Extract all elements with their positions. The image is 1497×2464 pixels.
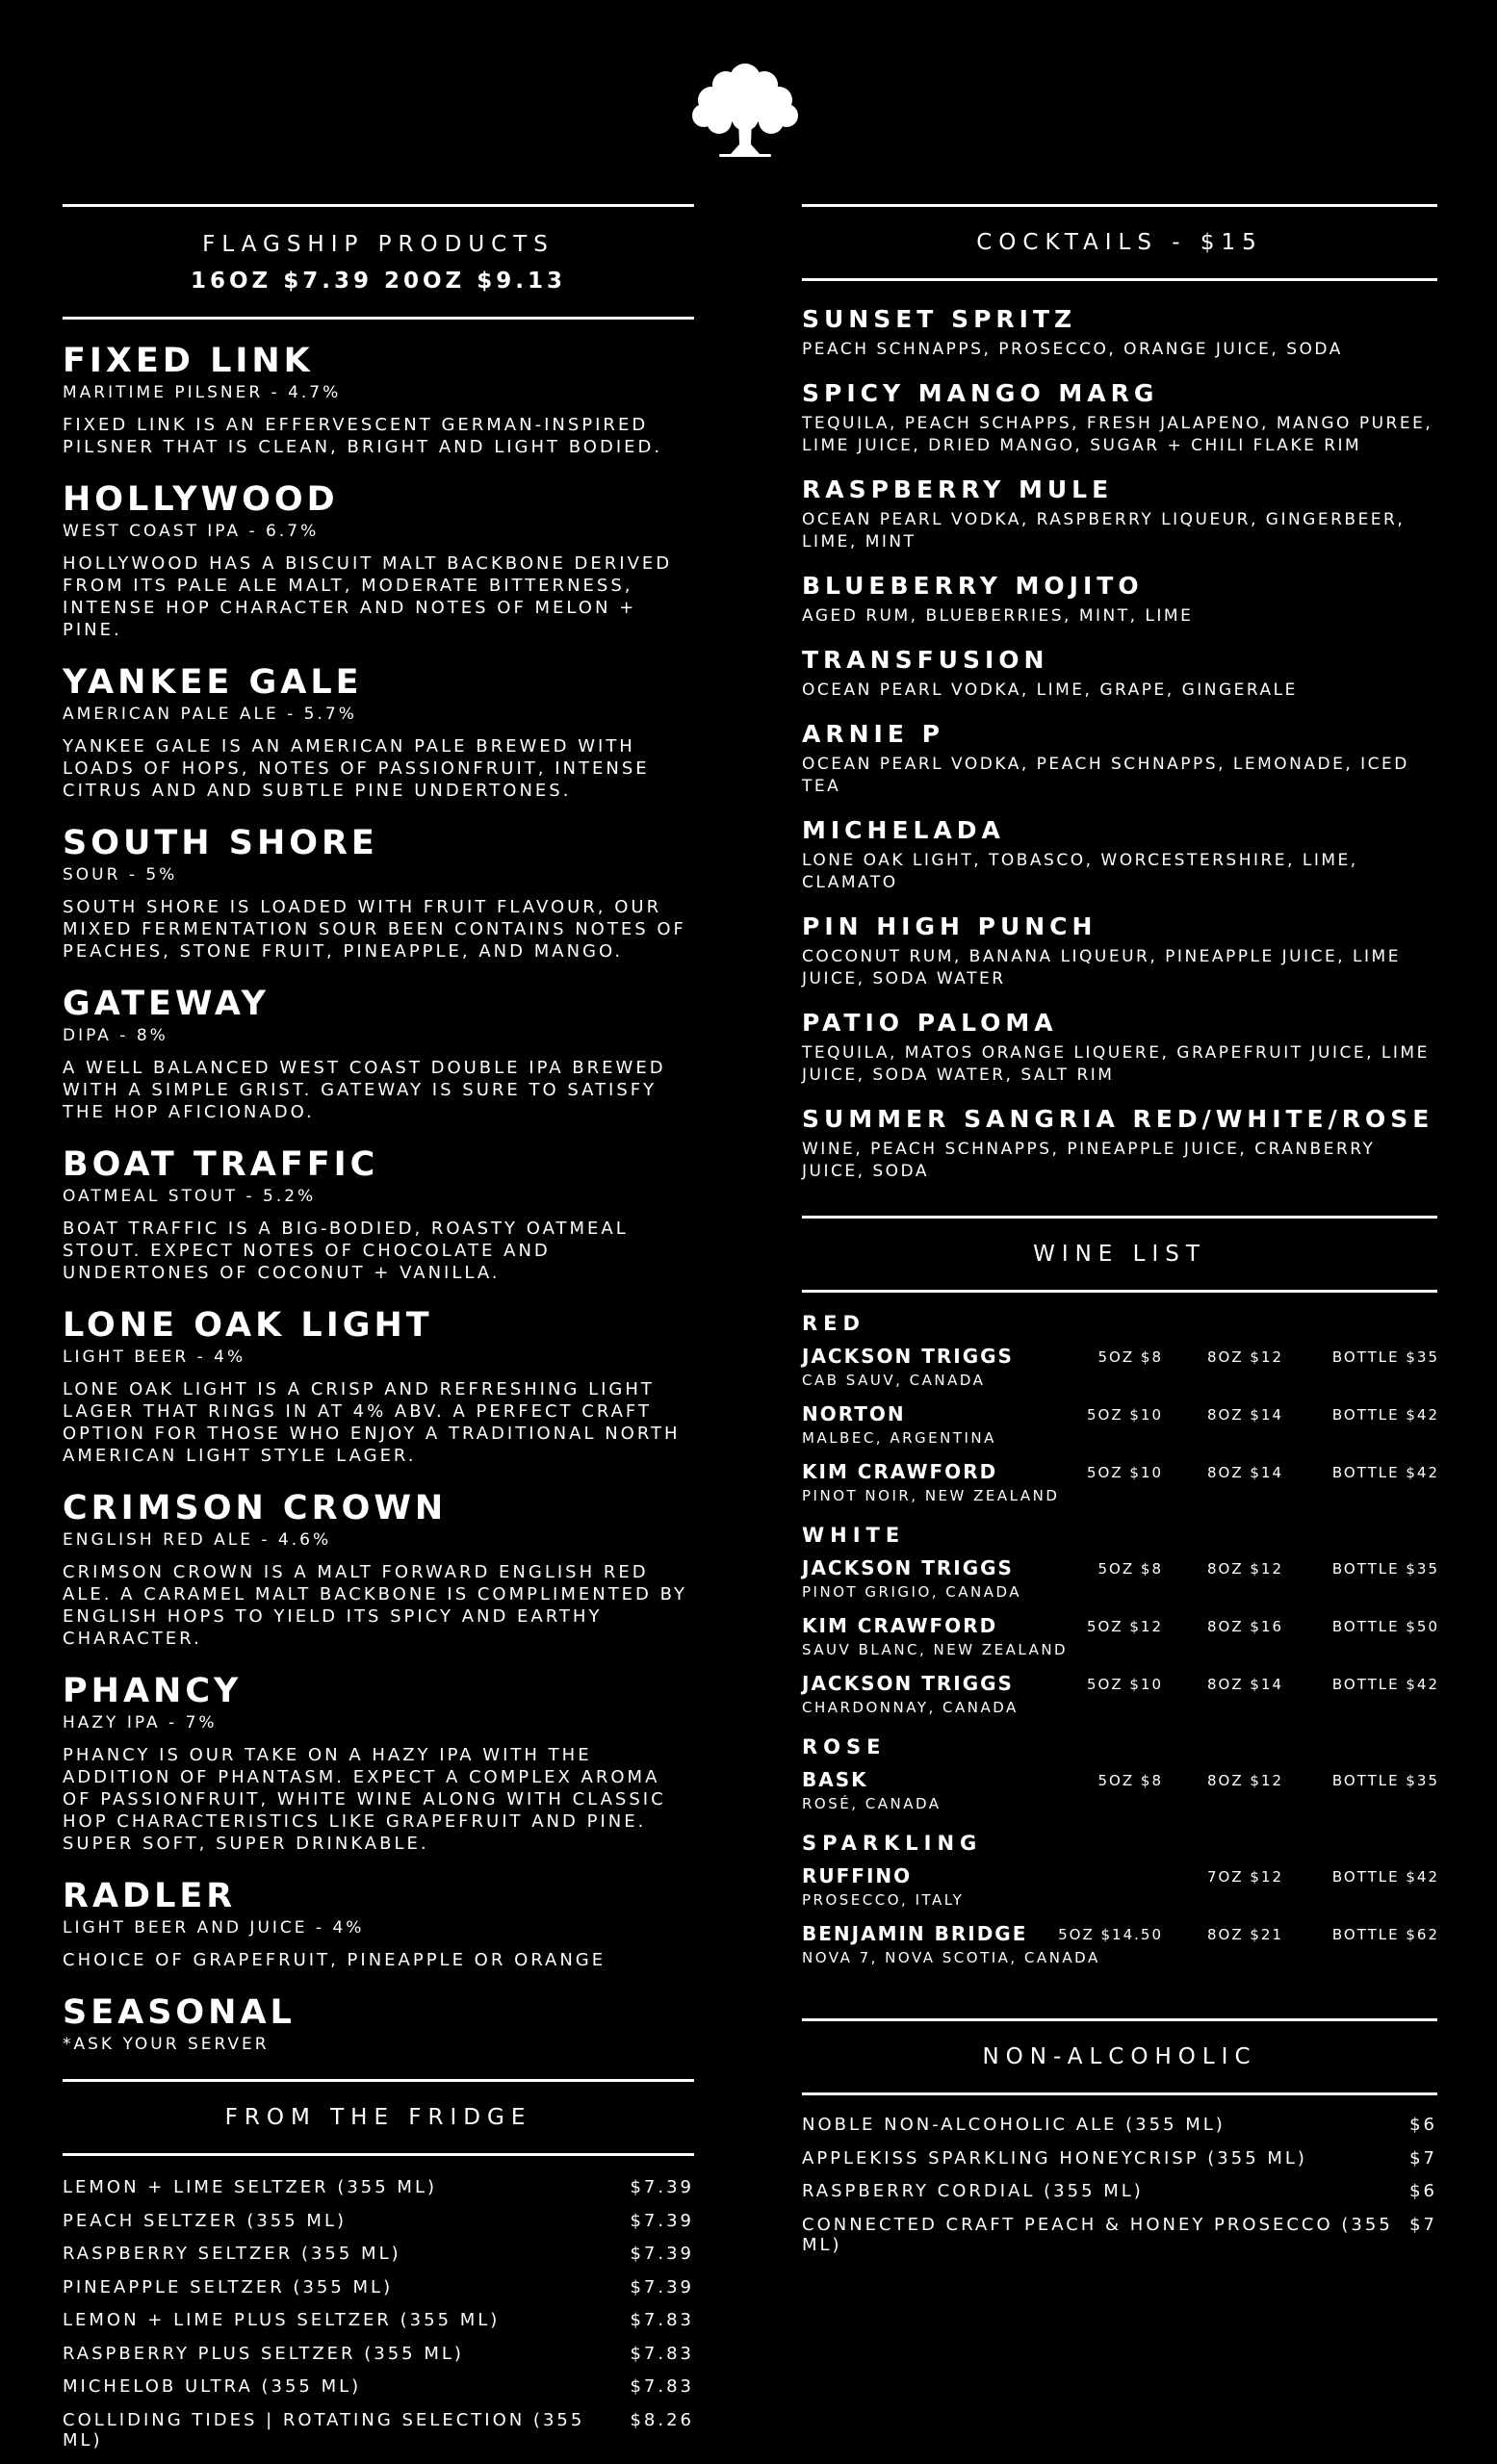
non-alcoholic-item: [802, 2115, 1437, 2148]
cocktail-name: SPICY MANGO MARG: [802, 379, 1159, 407]
item-name: PEACH SELTZER (355 ML): [63, 2210, 348, 2231]
wine-row: [802, 1614, 1437, 1672]
wine-price-glass: 8OZ $12: [1206, 1560, 1283, 1578]
beer-item: [63, 1673, 694, 1855]
beer-description: CRIMSON CROWN IS A MALT FORWARD ENGLISH RED ALE. A CARAMEL MALT BACKBONE IS COMPLIMENTED BY ENGLISH HOPS TO YIELD ITS SPICY AND EARTHY CHARACTER.: [63, 1562, 687, 1649]
beer-description: BOAT TRAFFIC IS A BIG-BODIED, ROASTY OATMEAL STOUT. EXPECT NOTES OF CHOCOLATE AND UNDERTONES OF COCONUT + VANILLA.: [63, 1219, 629, 1283]
divider: [63, 2153, 694, 2156]
left-column: [63, 204, 694, 2451]
wine-price-glass: 8OZ $12: [1206, 1348, 1283, 1366]
divider: [802, 2092, 1437, 2095]
cocktail-name: PATIO PALOMA: [802, 1009, 1058, 1037]
beer-description: LONE OAK LIGHT IS A CRISP AND REFRESHING LIGHT LAGER THAT RINGS IN AT 4% ABV. A PERFECT CRAFT OPTION FOR THOSE WHO ENJOY A TRADITIONAL NORTH AMERICAN LIGHT STYLE LAGER.: [63, 1379, 681, 1466]
cocktail-item: [802, 647, 1437, 702]
beer-description: A WELL BALANCED WEST COAST DOUBLE IPA BREWED WITH A SIMPLE GRIST. GATEWAY IS SURE TO SATISFY THE HOP AFICIONADO.: [63, 1058, 666, 1122]
beer-item: [63, 1146, 694, 1284]
cocktail-ingredients: OCEAN PEARL VODKA, PEACH SCHNAPPS, LEMONADE, ICED TEA: [802, 755, 1409, 796]
wine-category: WHITE: [802, 1524, 906, 1547]
cocktail-item: [802, 913, 1437, 990]
fridge-item: [63, 2244, 694, 2277]
wine-price-glass: 8OZ $16: [1206, 1618, 1283, 1635]
wine-price-bottle: BOTTLE $42: [1331, 1406, 1439, 1424]
beer-item: [63, 481, 694, 641]
beer-description: FIXED LINK IS AN EFFERVESCENT GERMAN-INSPIRED PILSNER THAT IS CLEAN, BRIGHT AND LIGHT BODIED.: [63, 415, 663, 457]
wine-name: JACKSON TRIGGS: [802, 1672, 1014, 1695]
item-name: PINEAPPLE SELTZER (355 ML): [63, 2276, 394, 2297]
wine-name: BENJAMIN BRIDGE: [802, 1922, 1028, 1945]
beer-style: OATMEAL STOUT - 5.2%: [63, 1187, 317, 1206]
fridge-item: [63, 2177, 694, 2211]
beer-item: [63, 825, 694, 962]
cocktail-item: [802, 721, 1437, 798]
wine-price-glass: 8OZ $14: [1206, 1406, 1283, 1424]
beer-style: *ASK YOUR SERVER: [63, 2035, 270, 2054]
cocktail-item: [802, 817, 1437, 894]
wine-row: [802, 1768, 1437, 1826]
fridge-item: [63, 2277, 694, 2311]
wine-name: RUFFINO: [802, 1864, 913, 1887]
beer-name: CRIMSON CROWN: [63, 1489, 448, 1527]
flagship-title: FLAGSHIP PRODUCTS: [202, 232, 555, 257]
beer-item: [63, 343, 694, 458]
cocktail-ingredients: PEACH SCHNAPPS, PROSECCO, ORANGE JUICE, SODA: [802, 340, 1343, 359]
cocktail-item: [802, 573, 1437, 628]
item-name: CONNECTED CRAFT PEACH & HONEY PROSECCO (355 ML): [802, 2214, 1393, 2255]
item-price: $7.83: [630, 2376, 694, 2397]
divider: [802, 1216, 1437, 1219]
non-alcoholic-item: [802, 2148, 1437, 2182]
wine-row: [802, 1556, 1437, 1614]
beer-name: BOAT TRAFFIC: [63, 1145, 379, 1184]
beer-style: SOUR - 5%: [63, 865, 178, 885]
beer-name: RADLER: [63, 1877, 237, 1915]
beer-description: HOLLYWOOD HAS A BISCUIT MALT BACKBONE DERIVED FROM ITS PALE ALE MALT, MODERATE BITTERNESS, INTENSE HOP CHARACTER AND NOTES OF MELON + PINE.: [63, 553, 673, 640]
fridge-item: [63, 2409, 694, 2451]
item-price: $6: [1409, 2181, 1437, 2201]
beer-item: [63, 1307, 694, 1467]
wine-category: RED: [802, 1312, 865, 1335]
fridge-item: [63, 2344, 694, 2377]
wine-price-5oz: 5OZ $14.50: [1058, 1926, 1163, 1943]
beer-item: [63, 986, 694, 1123]
beer-name: FIXED LINK: [63, 342, 314, 380]
item-price: $8.26: [630, 2409, 694, 2430]
wine-origin: MALBEC, ARGENTINA: [802, 1429, 996, 1447]
beer-style: WEST COAST IPA - 6.7%: [63, 522, 320, 541]
wine-price-bottle: BOTTLE $62: [1331, 1926, 1439, 1943]
item-price: $7: [1409, 2214, 1437, 2235]
non-alcoholic-item: [802, 2214, 1437, 2255]
wine-price-glass: 8OZ $12: [1206, 1772, 1283, 1789]
item-price: $7.39: [630, 2276, 694, 2297]
cocktail-ingredients: WINE, PEACH SCHNAPPS, PINEAPPLE JUICE, CRANBERRY JUICE, SODA: [802, 1140, 1376, 1181]
beer-name: GATEWAY: [63, 985, 270, 1023]
beer-style: ENGLISH RED ALE - 4.6%: [63, 1530, 332, 1550]
cocktail-ingredients: COCONUT RUM, BANANA LIQUEUR, PINEAPPLE JUICE, LIME JUICE, SODA WATER: [802, 947, 1401, 988]
wine-row: [802, 1864, 1437, 1922]
wine-title: WINE LIST: [1033, 1242, 1206, 1267]
wine-price-5oz: 5OZ $12: [1086, 1618, 1163, 1635]
item-name: RASPBERRY CORDIAL (355 ML): [802, 2181, 1144, 2201]
fridge-title: FROM THE FRIDGE: [224, 2105, 532, 2130]
wine-price-5oz: 5OZ $10: [1086, 1406, 1163, 1424]
beer-name: HOLLYWOOD: [63, 480, 339, 519]
beer-style: LIGHT BEER AND JUICE - 4%: [63, 1918, 365, 1938]
cocktail-item: [802, 1106, 1437, 1183]
cocktail-ingredients: TEQUILA, PEACH SCHAPPS, FRESH JALAPENO, MANGO PUREE, LIME JUICE, DRIED MANGO, SUGAR + CHILI FLAKE RIM: [802, 414, 1433, 455]
divider: [63, 204, 694, 207]
item-name: COLLIDING TIDES | ROTATING SELECTION (355 ML): [63, 2409, 585, 2451]
cocktail-ingredients: AGED RUM, BLUEBERRIES, MINT, LIME: [802, 606, 1194, 626]
cocktail-item: [802, 306, 1437, 361]
flagship-prices: 16OZ $7.39 20OZ $9.13: [191, 269, 566, 294]
right-column: [802, 204, 1439, 2255]
beer-name: SOUTH SHORE: [63, 824, 378, 862]
cocktails-title: COCKTAILS - $15: [976, 230, 1263, 255]
item-name: RASPBERRY SELTZER (355 ML): [63, 2244, 401, 2264]
wine-price-glass: 7OZ $12: [1206, 1868, 1283, 1886]
divider: [802, 1290, 1437, 1293]
wine-category: SPARKLING: [802, 1832, 983, 1855]
wine-origin: SAUV BLANC, NEW ZEALAND: [802, 1641, 1069, 1658]
item-price: $7.39: [630, 2210, 694, 2231]
wine-name: KIM CRAWFORD: [802, 1614, 998, 1637]
wine-name: BASK: [802, 1768, 868, 1791]
non-alcoholic-list: [802, 2115, 1437, 2255]
cocktail-name: ARNIE P: [802, 720, 944, 748]
beer-name: SEASONAL: [63, 1993, 296, 2032]
cocktail-ingredients: LONE OAK LIGHT, TOBASCO, WORCESTERSHIRE, LIME, CLAMATO: [802, 851, 1358, 892]
item-name: LEMON + LIME SELTZER (355 ML): [63, 2177, 438, 2197]
cocktail-item: [802, 380, 1437, 457]
item-price: $7.39: [630, 2177, 694, 2197]
wine-price-glass: 8OZ $21: [1206, 1926, 1283, 1943]
wine-price-bottle: BOTTLE $42: [1331, 1868, 1439, 1886]
wine-name: NORTON: [802, 1402, 906, 1425]
wine-row: [802, 1402, 1437, 1460]
wine-origin: CAB SAUV, CANADA: [802, 1372, 986, 1389]
wine-name: JACKSON TRIGGS: [802, 1345, 1014, 1368]
item-name: MICHELOB ULTRA (355 ML): [63, 2376, 362, 2397]
cocktail-name: TRANSFUSION: [802, 646, 1049, 674]
wine-origin: ROSÉ, CANADA: [802, 1795, 942, 1812]
wine-row: [802, 1922, 1437, 1980]
divider: [63, 317, 694, 320]
item-name: RASPBERRY PLUS SELTZER (355 ML): [63, 2343, 464, 2364]
wine-price-glass: 8OZ $14: [1206, 1464, 1283, 1481]
wine-row: [802, 1460, 1437, 1518]
wine-price-bottle: BOTTLE $42: [1331, 1676, 1439, 1693]
wine-origin: NOVA 7, NOVA SCOTIA, CANADA: [802, 1949, 1100, 1966]
beer-description: CHOICE OF GRAPEFRUIT, PINEAPPLE OR ORANGE: [63, 1950, 607, 1970]
cocktail-name: RASPBERRY MULE: [802, 475, 1114, 503]
fridge-item: [63, 2211, 694, 2245]
fridge-item: [63, 2376, 694, 2410]
non-alcoholic-item: [802, 2181, 1437, 2215]
cocktail-item: [802, 476, 1437, 553]
item-price: $7: [1409, 2147, 1437, 2169]
beer-style: HAZY IPA - 7%: [63, 1713, 218, 1732]
divider: [802, 278, 1437, 281]
beer-style: AMERICAN PALE ALE - 5.7%: [63, 705, 357, 724]
wine-price-bottle: BOTTLE $35: [1331, 1560, 1439, 1578]
cocktail-name: MICHELADA: [802, 816, 1005, 844]
item-name: NOBLE NON-ALCOHOLIC ALE (355 ML): [802, 2115, 1226, 2135]
wine-price-5oz: 5OZ $8: [1097, 1348, 1163, 1366]
non-alcoholic-title: NON-ALCOHOLIC: [982, 2044, 1257, 2069]
beer-style: LIGHT BEER - 4%: [63, 1348, 246, 1367]
cocktail-ingredients: OCEAN PEARL VODKA, RASPBERRY LIQUEUR, GINGERBEER, LIME, MINT: [802, 510, 1406, 552]
wine-price-glass: 8OZ $14: [1206, 1676, 1283, 1693]
wine-price-5oz: 5OZ $8: [1097, 1772, 1163, 1789]
wine-category: ROSE: [802, 1735, 887, 1758]
cocktail-name: BLUEBERRY MOJITO: [802, 572, 1144, 600]
wine-price-bottle: BOTTLE $42: [1331, 1464, 1439, 1481]
fridge-item: [63, 2310, 694, 2344]
beer-name: PHANCY: [63, 1672, 243, 1710]
cocktail-item: [802, 1010, 1437, 1087]
beer-description: SOUTH SHORE IS LOADED WITH FRUIT FLAVOUR, OUR MIXED FERMENTATION SOUR BEEN CONTAINS NOTES OF PEACHES, STONE FRUIT, PINEAPPLE, AND MANGO.: [63, 897, 686, 962]
beer-item: [63, 1490, 694, 1650]
item-price: $7.39: [630, 2244, 694, 2264]
wine-price-5oz: 5OZ $10: [1086, 1676, 1163, 1693]
divider: [802, 204, 1437, 207]
item-price: $6: [1409, 2115, 1437, 2135]
beer-item: [63, 1878, 694, 1971]
wine-price-bottle: BOTTLE $35: [1331, 1348, 1439, 1366]
beer-style: DIPA - 8%: [63, 1026, 168, 1045]
beer-description: YANKEE GALE IS AN AMERICAN PALE BREWED WITH LOADS OF HOPS, NOTES OF PASSIONFRUIT, INTENSE CITRUS AND AND SUBTLE PINE UNDERTONES.: [63, 736, 650, 801]
beer-name: LONE OAK LIGHT: [63, 1306, 433, 1345]
wine-price-bottle: BOTTLE $35: [1331, 1772, 1439, 1789]
cocktail-list: [802, 306, 1437, 1183]
wine-list: [802, 1312, 1437, 1980]
fridge-list: [63, 2177, 694, 2451]
wine-row: [802, 1672, 1437, 1730]
wine-price-bottle: BOTTLE $50: [1331, 1618, 1439, 1635]
item-price: $7.83: [630, 2310, 694, 2330]
wine-name: JACKSON TRIGGS: [802, 1556, 1014, 1579]
item-name: LEMON + LIME PLUS SELTZER (355 ML): [63, 2310, 501, 2330]
wine-price-5oz: 5OZ $10: [1086, 1464, 1163, 1481]
wine-origin: CHARDONNAY, CANADA: [802, 1699, 1019, 1716]
wine-row: [802, 1345, 1437, 1402]
item-name: APPLEKISS SPARKLING HONEYCRISP (355 ML): [802, 2147, 1307, 2169]
cocktail-ingredients: OCEAN PEARL VODKA, LIME, GRAPE, GINGERALE: [802, 680, 1298, 700]
wine-name: KIM CRAWFORD: [802, 1460, 998, 1483]
cocktail-name: PIN HIGH PUNCH: [802, 912, 1097, 940]
oak-tree-icon: [690, 62, 800, 162]
beer-name: YANKEE GALE: [63, 663, 363, 702]
beer-style: MARITIME PILSNER - 4.7%: [63, 383, 342, 402]
beer-item: [63, 1994, 694, 2054]
divider: [63, 2079, 694, 2082]
divider: [802, 2018, 1437, 2021]
flagship-beer-list: [63, 343, 694, 2054]
wine-origin: PINOT GRIGIO, CANADA: [802, 1583, 1022, 1601]
wine-origin: PINOT NOIR, NEW ZEALAND: [802, 1487, 1060, 1504]
cocktail-name: SUNSET SPRITZ: [802, 305, 1077, 333]
beer-item: [63, 664, 694, 802]
cocktail-ingredients: TEQUILA, MATOS ORANGE LIQUERE, GRAPEFRUIT JUICE, LIME JUICE, SODA WATER, SALT RIM: [802, 1043, 1430, 1085]
wine-origin: PROSECCO, ITALY: [802, 1891, 965, 1909]
item-price: $7.83: [630, 2343, 694, 2364]
wine-price-5oz: 5OZ $8: [1097, 1560, 1163, 1578]
beer-description: PHANCY IS OUR TAKE ON A HAZY IPA WITH THE ADDITION OF PHANTASM. EXPECT A COMPLEX AROMA OF PASSIONFRUIT, WHITE WINE ALONG WITH CLASSIC HOP CHARACTERISTICS LIKE GRAPEFRUIT AND PINE. SUPER SOFT, SUPER DRINKABLE.: [63, 1745, 666, 1854]
cocktail-name: SUMMER SANGRIA RED/WHITE/ROSE: [802, 1105, 1434, 1133]
